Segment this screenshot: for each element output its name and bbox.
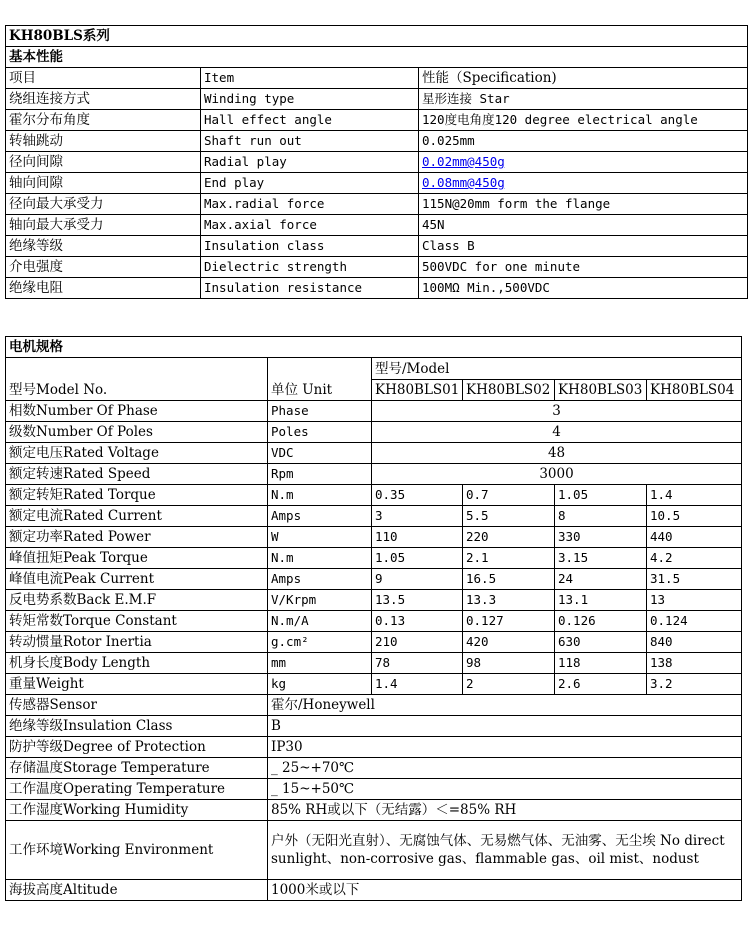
motor-shared-row	[6, 401, 742, 422]
param-value: 13	[647, 590, 742, 611]
model-name: KH80BLS01	[372, 379, 463, 401]
spec-name-en: End play	[201, 173, 419, 194]
spec-row	[6, 110, 748, 131]
param-value: 户外（无阳光直射）、无腐蚀气体、无易燃气体、无油雾、无尘埃 No direct sunlight、non-corrosive gas、flammable gas、oil mist、nodust	[268, 821, 742, 880]
motor-param-row	[6, 653, 742, 674]
param-value: 840	[647, 632, 742, 653]
param-value: 440	[647, 527, 742, 548]
param-value: 4	[372, 422, 742, 443]
param-value: 3000	[372, 464, 742, 485]
spec-name-cn: 径向最大承受力	[6, 194, 201, 215]
motor-param-row	[6, 611, 742, 632]
param-unit: Poles	[268, 422, 372, 443]
spec-value: 100MΩ Min.,500VDC	[419, 278, 748, 299]
param-value: 24	[555, 569, 647, 590]
param-name: 存储温度Storage Temperature	[6, 758, 268, 779]
param-value: 0.124	[647, 611, 742, 632]
spec-value-link[interactable]: 0.02mm@450g	[419, 152, 748, 173]
param-value: 420	[463, 632, 555, 653]
motor-spec-table	[5, 336, 742, 901]
param-name: 反电势系数Back E.M.F	[6, 590, 268, 611]
param-unit: VDC	[268, 443, 372, 464]
header-item-en: Item	[201, 68, 419, 89]
header-item-cn: 项目	[6, 68, 201, 89]
param-value: _ 15~+50℃	[268, 779, 742, 800]
motor-param-row	[6, 485, 742, 506]
param-value: 0.35	[372, 485, 463, 506]
param-name: 工作温度Operating Temperature	[6, 779, 268, 800]
param-value: 630	[555, 632, 647, 653]
param-value: B	[268, 716, 742, 737]
param-value: 16.5	[463, 569, 555, 590]
param-value: 78	[372, 653, 463, 674]
model-name: KH80BLS02	[463, 379, 555, 401]
motor-param-row	[6, 674, 742, 695]
param-value: 8	[555, 506, 647, 527]
param-value: 0.7	[463, 485, 555, 506]
param-unit: N.m/A	[268, 611, 372, 632]
unit-column-header: 单位 Unit	[268, 358, 372, 401]
param-value: 5.5	[463, 506, 555, 527]
model-name: KH80BLS03	[555, 379, 647, 401]
spec-row	[6, 173, 748, 194]
param-name: 额定电压Rated Voltage	[6, 443, 268, 464]
spec-row	[6, 236, 748, 257]
basic-title-row	[6, 47, 748, 68]
model-header-row	[6, 358, 742, 380]
param-name: 转矩常数Torque Constant	[6, 611, 268, 632]
param-unit: g.cm²	[268, 632, 372, 653]
spec-row	[6, 257, 748, 278]
spec-name-en: Hall effect angle	[201, 110, 419, 131]
param-value: 1.05	[372, 548, 463, 569]
param-value: 48	[372, 443, 742, 464]
spec-name-cn: 介电强度	[6, 257, 201, 278]
param-value: 220	[463, 527, 555, 548]
spec-row	[6, 152, 748, 173]
motor-general-row	[6, 716, 742, 737]
param-unit: N.m	[268, 548, 372, 569]
series-title-row	[6, 26, 748, 47]
motor-title-row	[6, 337, 742, 358]
param-name: 额定功率Rated Power	[6, 527, 268, 548]
param-value: 3	[372, 401, 742, 422]
motor-altitude-row	[6, 880, 742, 901]
spec-value: 0.025mm	[419, 131, 748, 152]
param-value: 13.3	[463, 590, 555, 611]
param-value: 13.1	[555, 590, 647, 611]
param-unit: N.m	[268, 485, 372, 506]
spec-name-en: Insulation resistance	[201, 278, 419, 299]
param-unit: Phase	[268, 401, 372, 422]
motor-shared-row	[6, 464, 742, 485]
spec-name-cn: 转轴跳动	[6, 131, 201, 152]
param-unit: Amps	[268, 569, 372, 590]
param-name: 防护等级Degree of Protection	[6, 737, 268, 758]
spec-name-en: Dielectric strength	[201, 257, 419, 278]
spec-row	[6, 131, 748, 152]
param-unit: Amps	[268, 506, 372, 527]
param-value: 13.5	[372, 590, 463, 611]
spec-value: 星形连接 Star	[419, 89, 748, 110]
model-name: KH80BLS04	[647, 379, 742, 401]
spec-name-en: Insulation class	[201, 236, 419, 257]
param-unit: mm	[268, 653, 372, 674]
motor-environment-row	[6, 821, 742, 880]
spec-value: Class B	[419, 236, 748, 257]
param-name: 额定转矩Rated Torque	[6, 485, 268, 506]
param-name: 机身长度Body Length	[6, 653, 268, 674]
param-name: 峰值电流Peak Current	[6, 569, 268, 590]
basic-section-title: 基本性能	[6, 47, 748, 68]
spec-name-en: Shaft run out	[201, 131, 419, 152]
param-value: 2	[463, 674, 555, 695]
spec-name-cn: 霍尔分布角度	[6, 110, 201, 131]
spec-name-en: Max.axial force	[201, 215, 419, 236]
param-value: 1.4	[647, 485, 742, 506]
motor-param-row	[6, 632, 742, 653]
param-unit: V/Krpm	[268, 590, 372, 611]
param-value: 10.5	[647, 506, 742, 527]
spec-row	[6, 215, 748, 236]
param-value: _ 25~+70℃	[268, 758, 742, 779]
param-name: 传感器Sensor	[6, 695, 268, 716]
param-value: 霍尔/Honeywell	[268, 695, 742, 716]
motor-shared-row	[6, 422, 742, 443]
param-name: 工作环境Working Environment	[6, 821, 268, 880]
param-name: 峰值扭矩Peak Torque	[6, 548, 268, 569]
param-value: 3.2	[647, 674, 742, 695]
spec-name-cn: 轴向间隙	[6, 173, 201, 194]
param-value: 9	[372, 569, 463, 590]
series-title: KH80BLS系列	[6, 26, 748, 47]
param-value: 1.05	[555, 485, 647, 506]
basic-performance-table	[5, 25, 748, 299]
spec-value: 120度电角度120 degree electrical angle	[419, 110, 748, 131]
motor-general-row	[6, 758, 742, 779]
param-name: 额定电流Rated Current	[6, 506, 268, 527]
spec-name-cn: 轴向最大承受力	[6, 215, 201, 236]
model-header: 型号/Model	[372, 358, 742, 380]
param-name: 重量Weight	[6, 674, 268, 695]
motor-param-row	[6, 506, 742, 527]
spec-name-cn: 绝缘等级	[6, 236, 201, 257]
motor-general-row	[6, 737, 742, 758]
spec-row	[6, 89, 748, 110]
spec-name-en: Winding type	[201, 89, 419, 110]
motor-param-row	[6, 548, 742, 569]
param-value: 3	[372, 506, 463, 527]
motor-general-row	[6, 800, 742, 821]
param-value: 118	[555, 653, 647, 674]
spec-name-en: Radial play	[201, 152, 419, 173]
basic-header-row	[6, 68, 748, 89]
motor-section-title: 电机规格	[6, 337, 742, 358]
motor-general-row	[6, 779, 742, 800]
param-name: 海拔高度Altitude	[6, 880, 268, 901]
param-name: 相数Number Of Phase	[6, 401, 268, 422]
param-value: 31.5	[647, 569, 742, 590]
param-name: 工作湿度Working Humidity	[6, 800, 268, 821]
param-value: 1.4	[372, 674, 463, 695]
motor-shared-row	[6, 443, 742, 464]
spec-value: 45N	[419, 215, 748, 236]
spec-value-link[interactable]: 0.08mm@450g	[419, 173, 748, 194]
motor-param-row	[6, 527, 742, 548]
param-value: 85% RH或以下（无结露）＜=85% RH	[268, 800, 742, 821]
param-value: 210	[372, 632, 463, 653]
spec-name-cn: 绕组连接方式	[6, 89, 201, 110]
param-value: 4.2	[647, 548, 742, 569]
param-name: 转动惯量Rotor Inertia	[6, 632, 268, 653]
motor-param-row	[6, 569, 742, 590]
param-value: IP30	[268, 737, 742, 758]
spec-name-cn: 绝缘电阻	[6, 278, 201, 299]
param-name: 额定转速Rated Speed	[6, 464, 268, 485]
param-value: 3.15	[555, 548, 647, 569]
param-value: 110	[372, 527, 463, 548]
param-unit: W	[268, 527, 372, 548]
spec-name-en: Max.radial force	[201, 194, 419, 215]
spec-row	[6, 278, 748, 299]
param-unit: Rpm	[268, 464, 372, 485]
param-unit: kg	[268, 674, 372, 695]
param-value: 1000米或以下	[268, 880, 742, 901]
param-value: 0.127	[463, 611, 555, 632]
param-value: 330	[555, 527, 647, 548]
param-value: 2.1	[463, 548, 555, 569]
param-name: 绝缘等级Insulation Class	[6, 716, 268, 737]
spec-value: 500VDC for one minute	[419, 257, 748, 278]
spec-name-cn: 径向间隙	[6, 152, 201, 173]
param-value: 2.6	[555, 674, 647, 695]
param-value: 0.13	[372, 611, 463, 632]
motor-general-row	[6, 695, 742, 716]
spec-value: 115N@20mm form the flange	[419, 194, 748, 215]
param-value: 98	[463, 653, 555, 674]
motor-param-row	[6, 590, 742, 611]
param-name: 级数Number Of Poles	[6, 422, 268, 443]
param-value: 0.126	[555, 611, 647, 632]
spec-row	[6, 194, 748, 215]
param-column-header: 型号Model No.	[6, 358, 268, 401]
header-spec: 性能（Specification)	[419, 68, 748, 89]
param-value: 138	[647, 653, 742, 674]
